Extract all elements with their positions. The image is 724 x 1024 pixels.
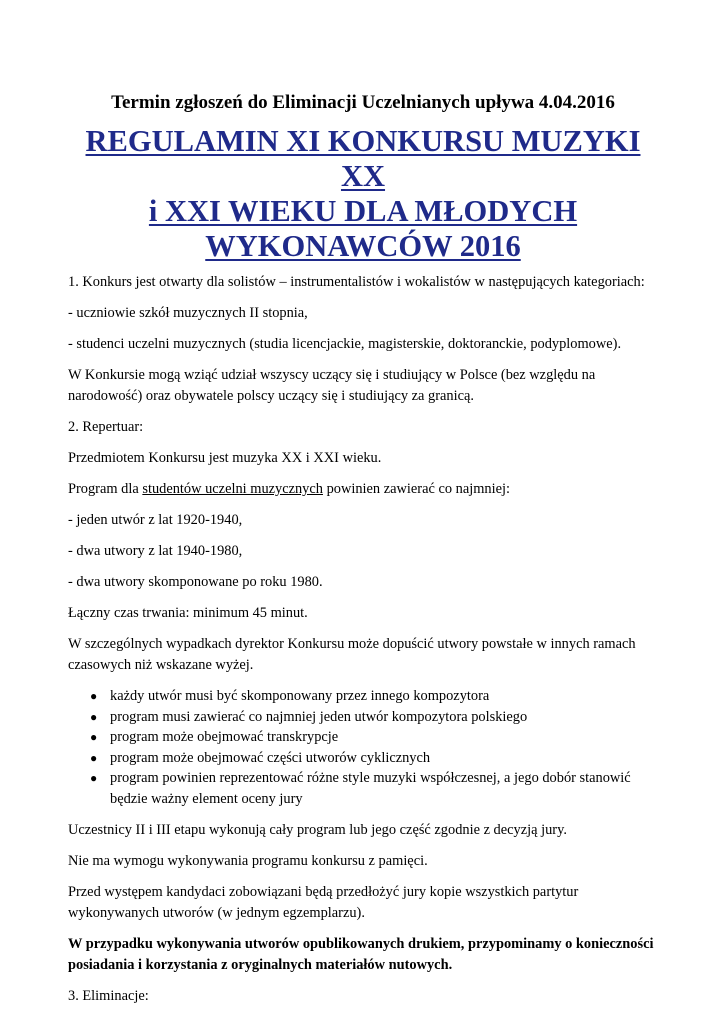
paragraph-program-requirements [68, 479, 658, 500]
paragraph-eligibility-intro: 1. Konkurs jest otwarty dla solistów – instrumentalistów i wokalistów w następujących kategoriach: [68, 274, 645, 290]
bullet-dot-icon: ● [90, 709, 98, 724]
section-heading-repertoire: 2. Repertuar: [68, 419, 144, 435]
paragraph-scores: Przed występem kandydaci zobowiązani będą przedłożyć jury kopie wszystkich partytur wykonywanych utworów (w jednym egzemplarzu). [68, 883, 579, 921]
paragraph-original-materials-notice: W przypadku wykonywania utworów opublikowanych drukiem, przypominamy o konieczności posiadania i korzystania z oryginalnych materiałów nutowych. [68, 935, 654, 973]
paragraph-duration: Łączny czas trwania: minimum 45 minut. [68, 605, 308, 621]
bullet-dot-icon: ● [90, 750, 98, 765]
program-underlined-text: studentów uczelni muzycznych [142, 481, 323, 497]
title-line-2: i XXI WIEKU DLA MŁODYCH [148, 194, 578, 228]
category-students-school: - uczniowie szkół muzycznych II stopnia, [68, 305, 308, 321]
category-students-university: - studenci uczelni muzycznych (studia licencjackie, magisterskie, doktoranckie, podyplomowe). [68, 336, 622, 352]
list-item: ● program powinien reprezentować różne style muzyki współczesnej, a jego dobór stanowić będzie ważny element oceny jury [90, 770, 631, 807]
regulation-title [68, 124, 658, 264]
paragraph-stage-info: Uczestnicy II i III etapu wykonują cały program lub jego część zgodnie z decyzją jury. [68, 821, 567, 838]
bullet-dot-icon: ● [90, 689, 98, 703]
list-item: ● program może obejmować części utworów cyklicznych [110, 748, 658, 769]
deadline-heading: Termin zgłoszeń do Eliminacji Uczelnianych upływa 4.04.2016 [111, 92, 615, 113]
requirement-after-1980: - dwa utwory skomponowane po roku 1980. [68, 574, 323, 590]
list-item: ● program musi zawierać co najmniej jeden utwór kompozytora polskiego [110, 707, 658, 728]
list-item: ● program może obejmować transkrypcje [110, 727, 658, 748]
section-heading-eliminations: 3. Eliminacje: [68, 987, 149, 1004]
document-page [68, 92, 658, 1017]
paragraph-exception: W szczególnych wypadkach dyrektor Konkursu może dopuścić utwory powstałe w innych ramach czasowych niż wskazane wyżej. [68, 636, 636, 673]
requirement-1920-1940: - jeden utwór z lat 1920-1940, [68, 512, 243, 528]
program-prefix: Program dla [68, 481, 143, 497]
paragraph-eligibility: W Konkursie mogą wziąć udział wszyscy uczący się i studiujący w Polsce (bez względu na narodowość) oraz obywatele polscy uczący się i studiujący za granicą. [68, 367, 596, 404]
bullet-dot-icon: ● [90, 730, 98, 745]
title-line-1: REGULAMIN XI KONKURSU MUZYKI XX [85, 124, 641, 193]
paragraph-repertoire-subject: Przedmiotem Konkursu jest muzyka XX i XXI wieku. [68, 450, 382, 466]
program-rules-list [68, 686, 658, 810]
paragraph-memory: Nie ma wymogu wykonywania programu konkursu z pamięci. [68, 852, 428, 869]
list-item: ● każdy utwór musi być skomponowany przez innego kompozytora [110, 686, 658, 707]
requirement-1940-1980: - dwa utwory z lat 1940-1980, [68, 543, 243, 559]
title-line-3: WYKONAWCÓW 2016 [205, 229, 521, 263]
bullet-dot-icon: ● [90, 771, 98, 786]
program-suffix: powinien zawierać co najmniej: [322, 481, 510, 497]
